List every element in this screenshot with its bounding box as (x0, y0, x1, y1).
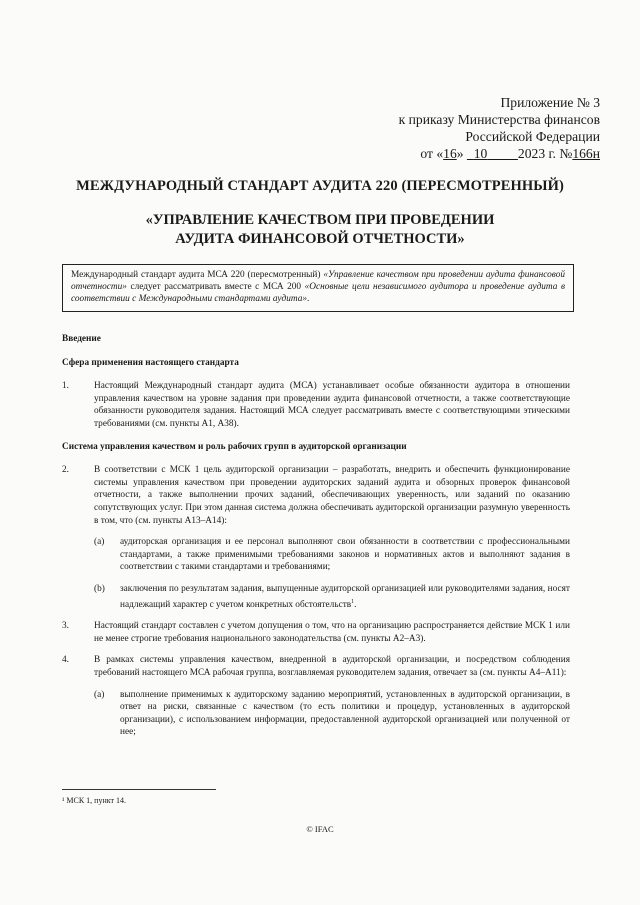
copyright: © IFAC (306, 824, 334, 834)
appendix-ministry: Российской Федерации (465, 129, 600, 144)
note-text-1: Международный стандарт аудита МСА 220 (пересмотренный) (71, 270, 324, 280)
note-text-2: следует рассматривать вместе с МСА 200 (126, 282, 305, 293)
document-title-line1: «УПРАВЛЕНИЕ КАЧЕСТВОМ ПРИ ПРОВЕДЕНИИ (145, 212, 495, 228)
date-prefix: от « (420, 146, 444, 161)
note-italic-title-2: «Основные цели независимого аудитора и проведение аудита в соответствии с Международными стандартами аудита» (71, 282, 565, 305)
paragraph-2 (62, 464, 570, 527)
document-body (62, 333, 570, 748)
section-heading-scope: Сфера применения настоящего стандарта (62, 357, 239, 368)
boxed-note (62, 264, 574, 312)
footnote-divider (62, 789, 216, 790)
section-heading-intro: Введение (62, 334, 101, 344)
date-month (467, 146, 518, 161)
document-title-line2: АУДИТА ФИНАНСОВОЙ ОТЧЕТНОСТИ» (175, 231, 465, 247)
paragraph-number: 2. (62, 465, 69, 476)
standard-title: МЕЖДУНАРОДНЫЙ СТАНДАРТ АУДИТА 220 (ПЕРЕСМОТРЕННЫЙ) (76, 178, 564, 194)
subparagraph-label: (a) (94, 537, 105, 548)
appendix-number: Приложение № 3 (500, 95, 600, 110)
date-month-value: 10 (473, 146, 488, 161)
paragraph-3 (62, 620, 570, 645)
appendix-date-line (420, 145, 600, 162)
note-italic-title-1: «Управление качеством при проведении аудита финансовой отчетности» (71, 270, 566, 293)
footnote: ¹ МСК 1, пункт 14. (62, 796, 127, 805)
subparagraph-label: (a) (94, 689, 105, 700)
section-heading-system: Система управления качеством и роль рабочих групп в аудиторской организации (62, 441, 407, 452)
paragraph-number: 4. (62, 655, 69, 666)
note-text-3: . (307, 294, 310, 305)
subparagraph-4a (94, 689, 570, 739)
subparagraph-end: . (354, 599, 357, 610)
paragraph-1 (62, 380, 570, 430)
subparagraph-2b (94, 583, 570, 611)
paragraph-number: 3. (62, 621, 69, 632)
date-year: 2023 г. № (517, 146, 573, 161)
paragraph-text: В соответствии с МСК 1 цель аудиторской организации – разработать, внедрить и обеспечить функционирование системы управления качеством при проведении аудиторских заданий аудита и обзорных проверок финансовой отчетности, а также выполнении прочих заданий, обеспечивающих уверенность, или заданий по оказанию сопутствующих услуг. При этом данная система должна обеспечивать аудиторской организации разумную уверенность в том, что (см. пункты А13–А14): (94, 465, 570, 526)
footnote-ref[interactable]: 1 (351, 598, 355, 605)
subparagraph-text: аудиторская организация и ее персонал выполняют свои обязанности в соответствии с профессиональными стандартами, а также применимыми требованиями законов и нормативных актов и выполняют задания в соответствии с такими стандартами и требованиями; (120, 537, 570, 573)
paragraph-text: В рамках системы управления качеством, внедренной в аудиторской организации, и посредством соблюдения требований настоящего МСА рабочая группа, возглавляемая руководителем задания, отвечает за (см. пункты А4–А11): (94, 655, 570, 678)
subparagraph-body: заключения по результатам задания, выпущенные аудиторской организацией или руководителями задания, носят надлежащий характер с учетом конкретных обстоятельств (120, 583, 570, 610)
paragraph-4 (62, 654, 570, 679)
appendix-order: к приказу Министерства финансов (398, 112, 600, 127)
date-quote-close: » (456, 146, 464, 161)
paragraph-text: Настоящий Международный стандарт аудита (МСА) устанавливает особые обязанности аудитора в отношении управления качеством на уровне задания при проведении аудита финансовой отчетности, а также соответствующие обязанности руководителя задания. Настоящий МСА следует рассматривать вместе с соответствующими этическими требованиями (см. пункты А1, А38). (94, 381, 570, 429)
order-number: 166н (572, 146, 600, 161)
subparagraph-label: (b) (94, 583, 105, 594)
paragraph-text: Настоящий стандарт составлен с учетом допущения о том, что на организацию распространяется действие МСК 1 или не менее строгие требования национального законодательства (см. пункты А2–А3). (94, 621, 570, 644)
appendix-header (399, 94, 600, 162)
date-day: 16 (443, 146, 457, 161)
document-title (0, 211, 640, 249)
paragraph-number: 1. (62, 381, 69, 392)
subparagraph-text (120, 583, 570, 611)
subparagraph-2a (94, 536, 570, 574)
subparagraph-text: выполнение применимых к аудиторскому заданию мероприятий, установленных в аудиторской организации, в ответ на риски, связанные с качеством (то есть политики и процедур, установленных в аудиторской организации), с использованием информации, предоставленной аудиторской организацией или полученной от нее; (120, 689, 570, 738)
